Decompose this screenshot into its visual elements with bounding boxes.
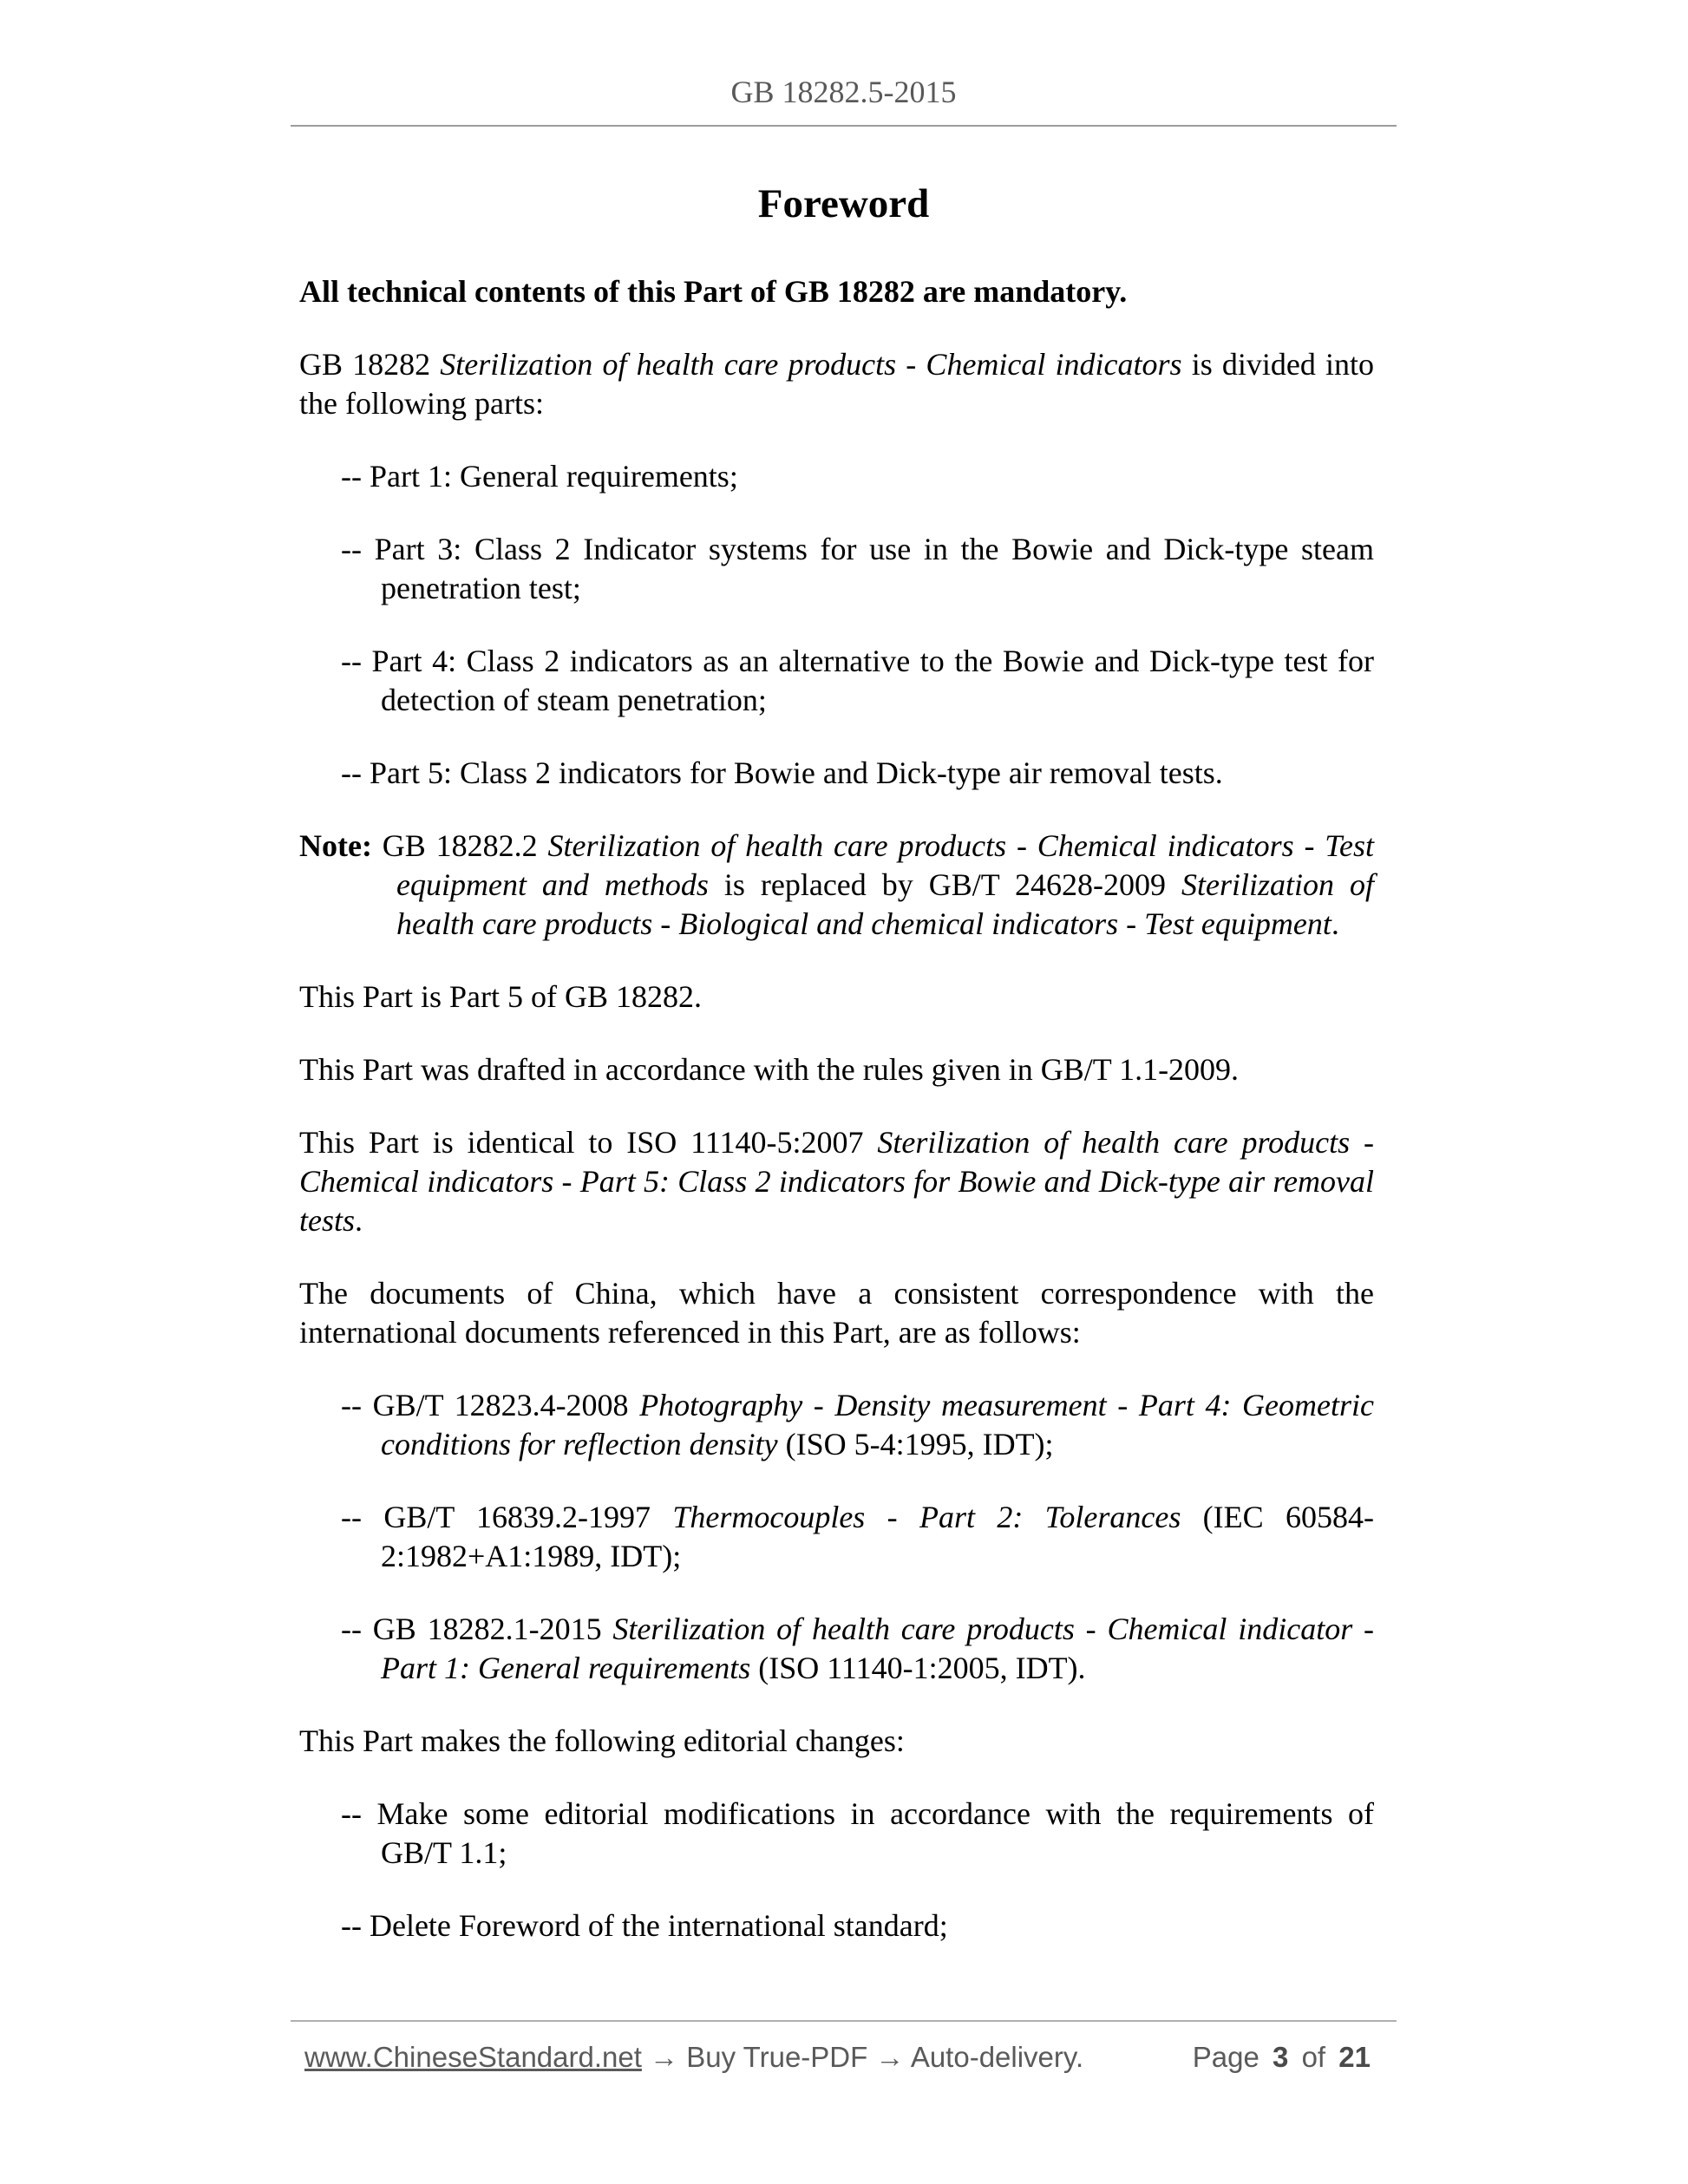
page-label: Page	[1192, 2041, 1259, 2073]
paragraph: This Part is Part 5 of GB 18282.	[299, 979, 702, 1014]
paragraph: The documents of China, which have a consistent correspondence with the international documents referenced in this Part, are as follows:	[299, 1276, 1374, 1350]
footer-row	[291, 2022, 1397, 2075]
footer-tagline: → Buy True-PDF → Auto-delivery.	[641, 2041, 1084, 2073]
page-current: 3	[1273, 2041, 1289, 2073]
footer-left	[304, 2040, 1083, 2075]
footer-website-link[interactable]: www.ChineseStandard.net	[304, 2041, 642, 2073]
paragraph: This Part was drafted in accordance with the rules given in GB/T 1.1-2009.	[299, 1052, 1240, 1087]
page-indicator	[1193, 2040, 1371, 2075]
list-item: -- Delete Foreword of the international standard;	[341, 1908, 948, 1943]
document-body	[291, 272, 1397, 1945]
list-item: -- GB 18282.1-2015 Sterilization of health care products - Chemical indicator - Part 1: General requirements (ISO 11140-1:2005, IDT).	[341, 1612, 1374, 1685]
page-footer	[291, 2020, 1397, 2075]
list-item: -- Part 1: General requirements;	[341, 459, 738, 494]
document-content	[291, 0, 1397, 1979]
paragraph: This Part is identical to ISO 11140-5:2007 Sterilization of health care products - Chemical indicators - Part 5: Class 2 indicators for Bowie and Dick-type air removal tests.	[299, 1125, 1375, 1238]
list-item: -- GB/T 16839.2-1997 Thermocouples - Part 2: Tolerances (IEC 60584-2:1982+A1:1989, IDT);	[341, 1500, 1374, 1573]
paragraph: GB 18282 Sterilization of health care products - Chemical indicators is divided into the following parts:	[299, 347, 1374, 421]
list-item: -- GB/T 12823.4-2008 Photography - Density measurement - Part 4: Geometric conditions for reflection density (ISO 5-4:1995, IDT);	[341, 1388, 1374, 1461]
list-item: -- Part 4: Class 2 indicators as an alternative to the Bowie and Dick-type test for detection of steam penetration;	[341, 644, 1374, 717]
document-number: GB 18282.5-2015	[730, 75, 957, 109]
header-divider	[291, 125, 1397, 127]
list-item: -- Part 5: Class 2 indicators for Bowie and Dick-type air removal tests.	[341, 755, 1223, 790]
page-of-label: of	[1301, 2041, 1326, 2073]
list-item: -- Make some editorial modifications in accordance with the requirements of GB/T 1.1;	[341, 1796, 1374, 1870]
list-item: -- Part 3: Class 2 Indicator systems for use in the Bowie and Dick-type steam penetration test;	[341, 532, 1374, 605]
paragraph: This Part makes the following editorial changes:	[299, 1723, 905, 1758]
paragraph: All technical contents of this Part of GB 18282 are mandatory.	[299, 274, 1128, 309]
page-total: 21	[1338, 2041, 1371, 2073]
note-paragraph: Note: GB 18282.2 Sterilization of health care products - Chemical indicators - Test equipment and methods is replaced by GB/T 24628-2009 Sterilization of health care products - Biological and chemical indicators - Test equipment.	[299, 828, 1375, 941]
page-title: Foreword	[757, 181, 930, 226]
